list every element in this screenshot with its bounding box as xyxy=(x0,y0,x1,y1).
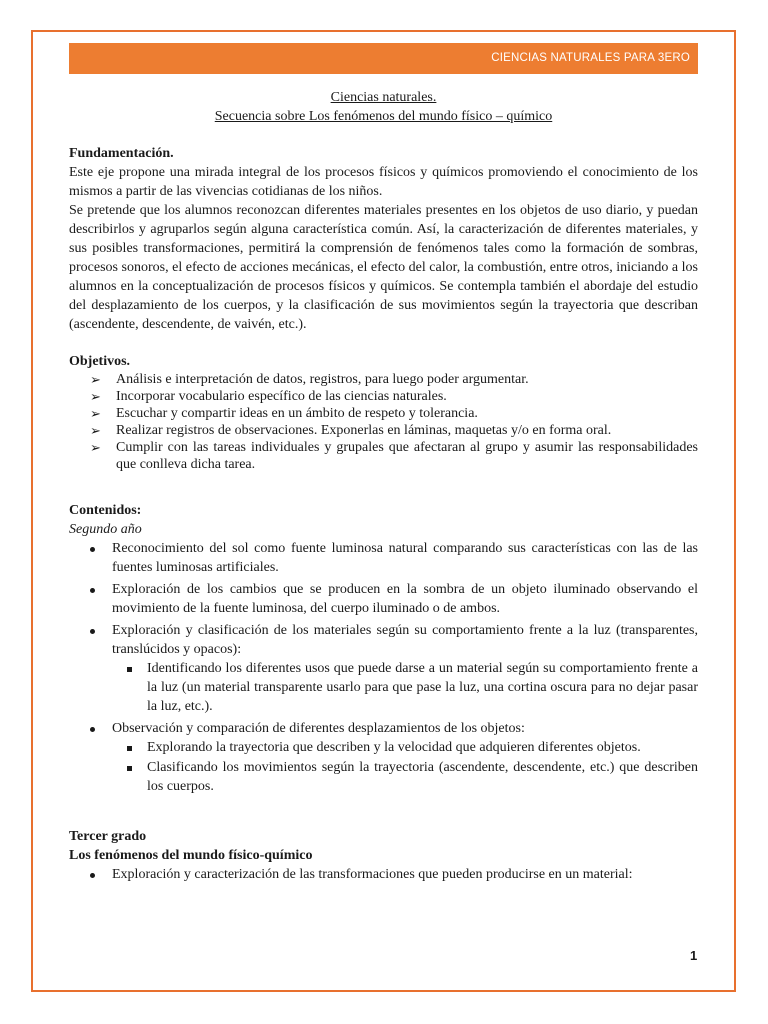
contenidos-list xyxy=(69,539,698,796)
arrow-bullet-icon: ➢ xyxy=(90,423,101,438)
arrow-bullet-icon: ➢ xyxy=(90,372,101,387)
list-item: Exploración de los cambios que se producen en la sombra de un objeto iluminado observando el movimiento de la fuente luminosa, del cuerpo iluminado o de ambos. xyxy=(88,580,698,618)
document-subtitle: Secuencia sobre Los fenómenos del mundo físico – químico xyxy=(214,109,553,124)
dot-bullet-icon xyxy=(90,547,95,552)
arrow-bullet-icon: ➢ xyxy=(90,406,101,421)
list-item: ➢ Incorporar vocabulario específico de las ciencias naturales. xyxy=(90,389,447,404)
arrow-bullet-icon: ➢ xyxy=(90,389,101,404)
sub-list-item: Clasificando los movimientos según la trayectoria (ascendente, descendente, etc.) que describen los cuerpos. xyxy=(127,758,698,796)
page-number: 1 xyxy=(690,948,698,963)
dot-bullet-icon xyxy=(90,629,95,634)
document-title: Ciencias naturales. xyxy=(330,90,437,105)
tercer-grado-heading: Tercer grado xyxy=(69,829,147,844)
square-bullet-icon xyxy=(127,667,132,672)
fundamentacion-heading: Fundamentación. xyxy=(69,146,174,161)
sub-list-item: Explorando la trayectoria que describen y la velocidad que adquieren diferentes objetos. xyxy=(127,738,698,757)
list-item: Exploración y caracterización de las transformaciones que pueden producirse en un material: xyxy=(88,865,698,884)
objetivos-heading: Objetivos. xyxy=(69,354,131,369)
tercer-grado-list xyxy=(69,865,698,884)
fundamentacion-paragraph: Este eje propone una mirada integral de los procesos físicos y químicos promoviendo el conocimiento de los mismos a partir de las vivencias cotidianas de los niños. xyxy=(69,165,698,199)
contenidos-subheading: Segundo año xyxy=(69,522,142,537)
contenidos-heading: Contenidos: xyxy=(69,503,142,518)
dot-bullet-icon xyxy=(90,727,95,732)
dot-bullet-icon xyxy=(90,588,95,593)
dot-bullet-icon xyxy=(90,873,95,878)
list-item: Reconocimiento del sol como fuente luminosa natural comparando sus características con las de las fuentes luminosas artificiales. xyxy=(88,539,698,577)
header-label: CIENCIAS NATURALES PARA 3ERO xyxy=(491,52,690,64)
header-bar xyxy=(69,43,698,74)
sub-list xyxy=(112,738,698,796)
list-item: Observación y comparación de diferentes desplazamientos de los objetos: Explorando la trayectoria que describen y la velocidad que adquieren diferentes objetos. Clasificando los movimientos según la trayectoria (ascendente, descendente, etc.) que describen los cuerpos. xyxy=(88,719,698,796)
list-item: ➢ Escuchar y compartir ideas en un ámbito de respeto y tolerancia. xyxy=(90,406,478,421)
arrow-bullet-icon: ➢ xyxy=(90,440,101,455)
document-body xyxy=(69,88,698,887)
sub-list-item: Identificando los diferentes usos que puede darse a un material según su comportamiento frente a la luz (un material transparente usarlo para que pase la luz, una cortina oscura para no dejar pasar la luz, etc.). xyxy=(127,659,698,716)
fundamentacion-paragraph: Se pretende que los alumnos reconozcan diferentes materiales presentes en los objetos de uso diario, y puedan describirlos y agruparlos según alguna característica común. Así, la caracterización de diferentes materiales, y sus posibles transformaciones, permitirá la comprensión de fenómenos tales como la formación de sombras, procesos sonoros, el efecto de acciones mecánicas, el efecto del calor, la combustión, entre otros, iniciando a los alumnos en la conceptualización de procesos físicos y químicos. Se contempla también el abordaje del estudio del desplazamiento de los cuerpos, y la clasificación de sus movimientos según la trayectoria que describan (ascendente, descendente, de vaivén, etc.). xyxy=(69,203,698,332)
list-item: Exploración y clasificación de los materiales según su comportamiento frente a la luz (transparentes, translúcidos y opacos): Identificando los diferentes usos que puede darse a un material según su comportamiento frente a la luz (un material transparente usarlo para que pase la luz, una cortina oscura para no dejar pasar la luz, etc.). xyxy=(88,621,698,716)
square-bullet-icon xyxy=(127,746,132,751)
square-bullet-icon xyxy=(127,766,132,771)
objetivos-list xyxy=(69,371,698,473)
sub-list xyxy=(112,659,698,716)
list-item: ➢ Análisis e interpretación de datos, registros, para luego poder argumentar. xyxy=(90,372,529,387)
list-item: ➢ Realizar registros de observaciones. Exponerlas en láminas, maquetas y/o en forma oral. xyxy=(90,423,612,438)
list-item: ➢ Cumplir con las tareas individuales y grupales que afectaran al grupo y asumir las responsabilidades que conlleva dicha tarea. xyxy=(90,440,698,472)
tercer-grado-subheading: Los fenómenos del mundo físico-químico xyxy=(69,848,313,863)
